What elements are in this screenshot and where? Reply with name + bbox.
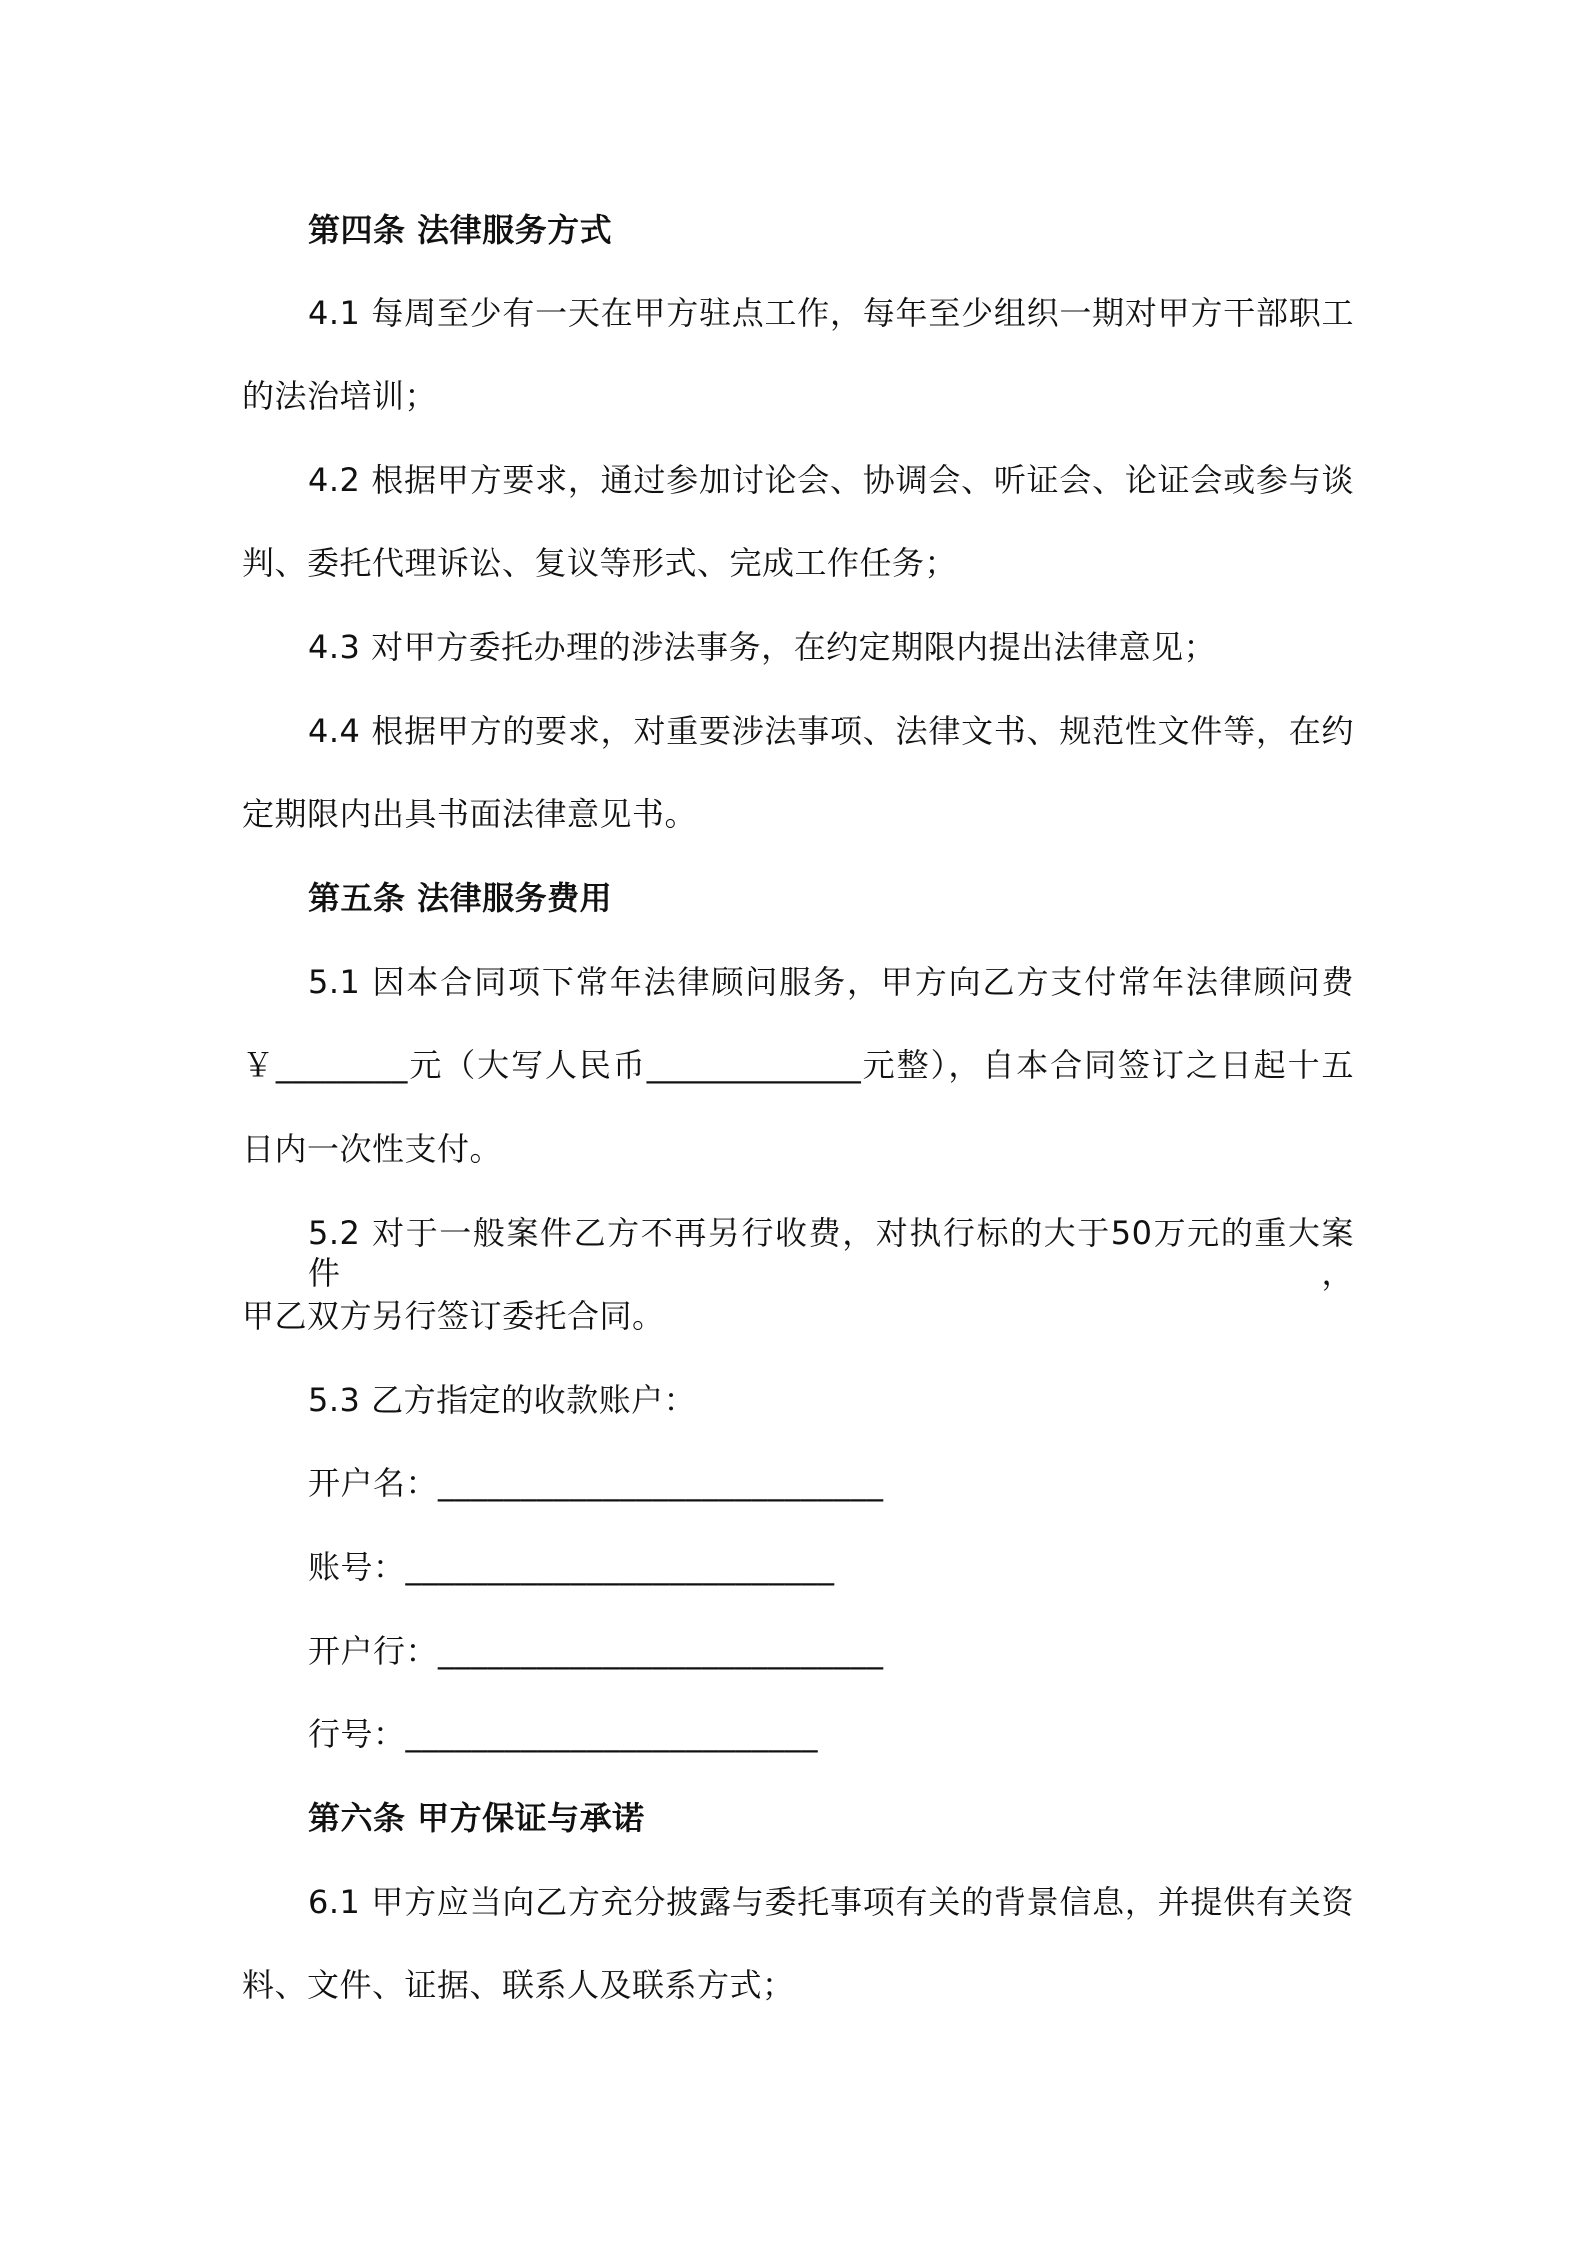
- clause-5-1-line-1: 5.1 因本合同项下常年法律顾问服务，甲方向乙方支付常年法律顾问费: [308, 963, 1354, 1001]
- clause-4-1-line-2: 的法治培训；: [242, 377, 438, 415]
- clause-4-3-line-1: 4.3 对甲方委托办理的涉法事务，在约定期限内提出法律意见；: [308, 628, 1217, 666]
- clause-5-1-line-3: 日内一次性支付。: [242, 1130, 503, 1168]
- clause-4-2-line-2: 判、委托代理诉讼、复议等形式、完成工作任务；: [242, 544, 958, 582]
- clause-5-1-line-2: ￥________元（大写人民币_____________元整），自本合同签订之日起十五: [242, 1046, 1354, 1084]
- clause-6-1-line-2: 料、文件、证据、联系人及联系方式；: [242, 1966, 795, 2004]
- bank-code-field: 行号：_________________________: [308, 1715, 819, 1753]
- clause-5-2-line-2: 甲乙双方另行签订委托合同。: [242, 1297, 665, 1335]
- clause-6-1-line-1: 6.1 甲方应当向乙方充分披露与委托事项有关的背景信息，并提供有关资: [308, 1883, 1354, 1921]
- clause-5-3-line-1: 5.3 乙方指定的收款账户：: [308, 1381, 697, 1419]
- clause-5-2-line-1: 5.2 对于一般案件乙方不再另行收费，对执行标的大于50万元的重大案件，: [308, 1214, 1354, 1292]
- account-number-field: 账号：__________________________: [308, 1548, 835, 1586]
- article-6-heading: 第六条 甲方保证与承诺: [308, 1799, 645, 1837]
- clause-4-1-line-1: 4.1 每周至少有一天在甲方驻点工作，每年至少组织一期对甲方干部职工: [308, 294, 1354, 332]
- bank-name-field: 开户行：___________________________: [308, 1632, 884, 1670]
- clause-4-4-line-2: 定期限内出具书面法律意见书。: [242, 795, 698, 833]
- clause-4-4-line-1: 4.4 根据甲方的要求，对重要涉法事项、法律文书、规范性文件等，在约: [308, 712, 1354, 750]
- clause-4-2-line-1: 4.2 根据甲方要求，通过参加讨论会、协调会、听证会、论证会或参与谈: [308, 461, 1354, 499]
- article-5-heading: 第五条 法律服务费用: [308, 879, 613, 917]
- article-4-heading: 第四条 法律服务方式: [308, 211, 613, 249]
- account-name-field: 开户名：___________________________: [308, 1464, 884, 1502]
